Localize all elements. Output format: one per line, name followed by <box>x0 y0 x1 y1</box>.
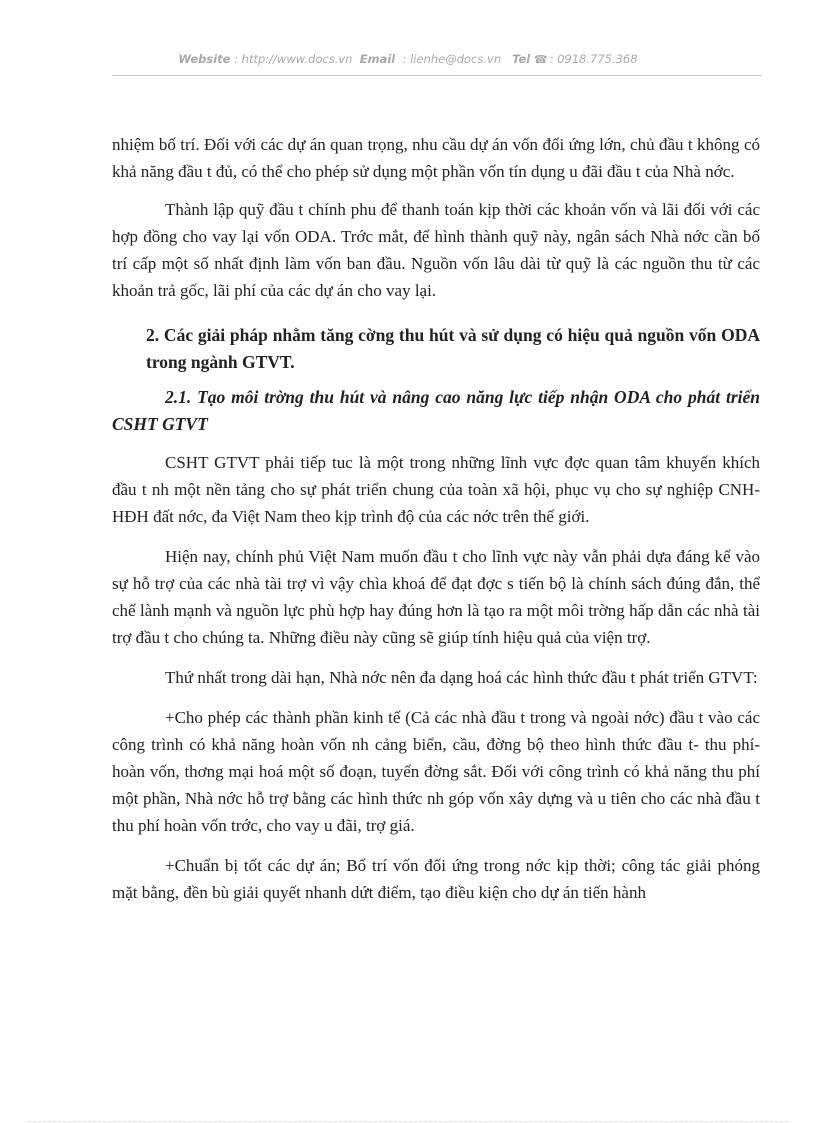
paragraph-fund: Thành lập quỹ đầu t chính phu để thanh toán kịp thời các khoản vốn và lãi đối với các hợp đồng cho vay lại vốn ODA. Trớc mắt, để hình thành quỹ này, ngân sách Nhà nớc cần bố trí cấp một số nhất định làm vốn ban đầu. Nguồn vốn lâu dài từ quỹ là các nguồn thu từ các khoản trả gốc, lãi phí của các dự án cho vay lại. <box>112 200 760 300</box>
paragraph-prepare: +Chuẩn bị tốt các dự án; Bố trí vốn đối ứng trong nớc kịp thời; công tác giải phóng mặt bằng, đền bù giải quyết nhanh dứt điểm, tạo điều kiện cho dự án tiến hành <box>112 856 760 902</box>
tel-label: Tel <box>512 52 531 66</box>
paragraph-continuation: nhiệm bố trí. Đối với các dự án quan trọng, nhu cầu dự án vốn đối ứng lớn, chủ đầu t không có khả năng đầu t đủ, có thể cho phép sử dụng một phần vốn tín dụng u đãi đầu t của Nhà nớc. <box>112 135 760 181</box>
paragraph-first: Thứ nhất trong dài hạn, Nhà nớc nên đa dạng hoá các hình thức đầu t phát triển GTVT: <box>165 668 758 687</box>
tel-number: : 0918.775.368 <box>549 52 638 66</box>
paragraph-permit: +Cho phép các thành phần kinh tế (Cả các nhà đầu t trong và ngoài nớc) đầu t vào các công trình có khả năng hoàn vốn nh cảng biển, cầu, đờng bộ theo hình thức đầu t- thu phí- hoàn vốn, thơng mại hoá một số đoạn, tuyến đờng sắt. Đối với công trình có khả năng thu phí một phần, Nhà nớc hỗ trợ bằng các hình thức nh góp vốn xây dựng và u tiên cho các nhà đầu t thu phí hoàn vốn trớc, cho vay u đãi, trợ giá. <box>112 708 760 835</box>
email-label: Email <box>359 52 396 66</box>
document-body <box>112 131 760 906</box>
paragraph-current: Hiện nay, chính phủ Việt Nam muốn đầu t cho lĩnh vực này vẫn phải dựa đáng kể vào sự hỗ trợ của các nhà tài trợ vì vậy chìa khoá để đạt đợc s tiến bộ là chính sách đúng đắn, thể chế lành mạnh và nguồn lực phù hợp hay đúng hơn là tạo ra một môi trờng hấp dẫn các nhà tài trợ đầu t cho chúng ta. Những điều này cũng sẽ giúp tính hiệu quả của viện trợ. <box>112 547 760 647</box>
phone-icon: ☎ <box>533 53 548 66</box>
email-address[interactable]: : lienhe@docs.vn <box>402 52 502 66</box>
section-heading: 2. Các giải pháp nhằm tăng cờng thu hút và sử dụng có hiệu quả nguồn vốn ODA trong ngành GTVT. <box>146 325 760 372</box>
website-url[interactable]: : http://www.docs.vn <box>234 52 353 66</box>
subsection-heading: 2.1. Tạo môi trờng thu hút và nâng cao năng lực tiếp nhận ODA cho phát triển CSHT GTVT <box>112 387 760 434</box>
header-divider <box>112 75 762 76</box>
website-label: Website <box>178 52 231 66</box>
paragraph-csht: CSHT GTVT phải tiếp tuc là một trong những lĩnh vực đợc quan tâm khuyến khích đầu t nh một nền tảng cho sự phát triển chung của toàn xã hội, phục vụ cho sự nghiệp CNH- HĐH đất nớc, đa Việt Nam theo kịp trình độ của các nớc trên thế giới. <box>112 453 760 526</box>
footer-divider <box>28 1121 788 1122</box>
page-header <box>0 52 816 66</box>
